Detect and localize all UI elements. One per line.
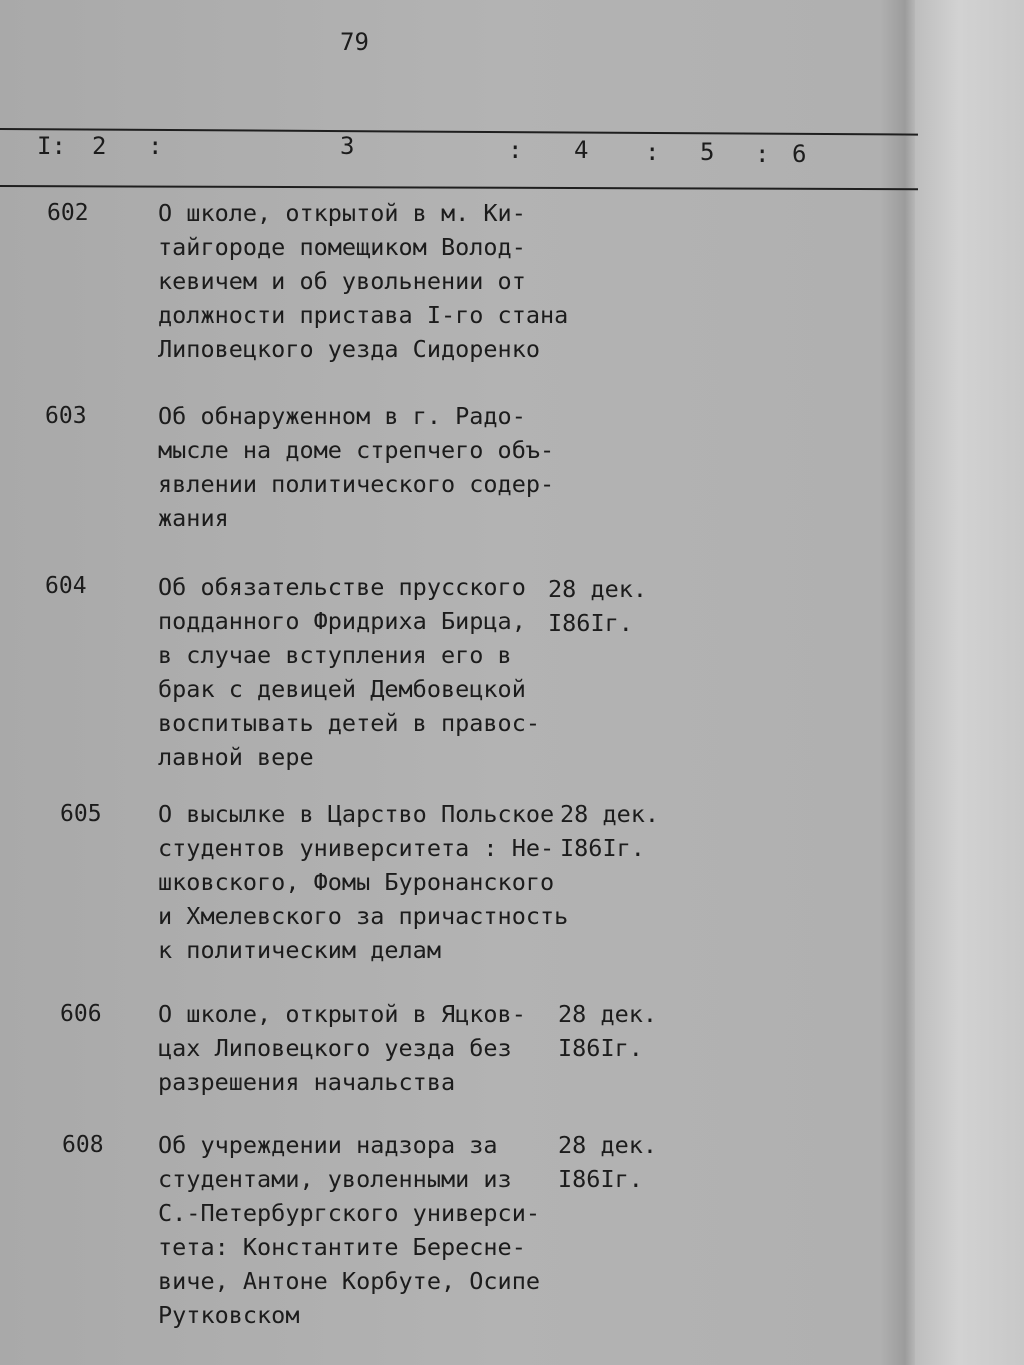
header-col-6: 6	[792, 140, 807, 168]
entry-title-line: должности пристава I-го стана	[158, 301, 569, 329]
header-col-4: 4	[574, 136, 589, 164]
entry-date	[560, 797, 659, 865]
header-bottom-rule	[0, 185, 918, 190]
entry-title	[158, 399, 554, 535]
entry-title	[158, 196, 568, 366]
entry-date-line: 28 дек.	[548, 575, 648, 603]
header-separator: :	[508, 136, 523, 164]
adjacent-page-edge	[915, 0, 1024, 1365]
entry-title-line: Об обнаруженном в г. Радо-	[158, 402, 526, 430]
entry-number: 603	[45, 403, 87, 429]
entry-title	[158, 997, 526, 1099]
entry-title-line: и Хмелевского за причастность	[158, 902, 569, 930]
entry-title-line: студентов университета : Не-	[158, 834, 555, 862]
header-separator: :	[148, 132, 163, 160]
entry-date-line: 28 дек.	[558, 1000, 658, 1028]
entry-title-line: к политическим делам	[158, 936, 441, 964]
entry-date-line: 28 дек.	[560, 800, 660, 828]
entry-title-line: виче, Антоне Корбуте, Осипе	[158, 1267, 541, 1295]
entry-title-line: тета: Константите Береснe-	[158, 1233, 526, 1261]
entry-title-line: шковского, Фомы Буронанского	[158, 868, 555, 896]
entry-date-line: I86Iг.	[558, 1034, 643, 1062]
entry-title-line: Рутковском	[158, 1301, 300, 1329]
entry-title-line: студентами, уволенными из	[158, 1165, 512, 1193]
entry-title	[158, 1128, 540, 1332]
entry-title	[158, 797, 568, 967]
entry-title-line: Об учреждении надзора за	[158, 1131, 498, 1159]
entry-title-line: кевичем и об увольнении от	[158, 267, 526, 295]
entry-title-line: О высылке в Царство Польское	[158, 800, 555, 828]
entry-number: 608	[62, 1132, 104, 1158]
entry-title	[158, 570, 540, 774]
entry-date-line: 28 дек.	[558, 1131, 658, 1159]
header-col-3: 3	[340, 132, 355, 160]
header-separator: :	[645, 138, 660, 166]
entry-title-line: подданного Фридриха Бирца,	[158, 607, 526, 635]
entry-title-line: О школе, открытой в м. Ки-	[158, 199, 526, 227]
entry-title-line: лавной вере	[158, 743, 314, 771]
entry-title-line: Об обязательстве прусского	[158, 573, 526, 601]
entry-title-line: цах Липовецкого уезда без	[158, 1034, 512, 1062]
entry-title-line: тайгороде помещиком Волод-	[158, 233, 526, 261]
header-col-1: I:	[37, 132, 66, 160]
entry-date-line: I86Iг.	[548, 609, 633, 637]
entry-number: 605	[60, 801, 102, 827]
entry-title-line: Липовецкого уезда Сидоренко	[158, 335, 541, 363]
entry-date	[558, 1128, 657, 1196]
entry-title-line: воспитывать детей в правос-	[158, 709, 541, 737]
entry-title-line: О школе, открытой в Яцков-	[158, 1000, 526, 1028]
entry-date-line: I86Iг.	[560, 834, 645, 862]
header-separator: :	[755, 140, 770, 168]
page-number: 79	[340, 28, 369, 56]
entry-number: 602	[47, 200, 89, 226]
entry-number: 606	[60, 1001, 102, 1027]
entry-number: 604	[45, 573, 87, 599]
entry-title-line: явлении политического содер-	[158, 470, 555, 498]
column-header-row	[0, 132, 918, 180]
entry-title-line: брак с девицей Дембовецкой	[158, 675, 526, 703]
header-col-5: 5	[700, 138, 715, 166]
entry-date	[548, 572, 647, 640]
entry-date	[558, 997, 657, 1065]
entry-title-line: мысле на доме стрепчего объ-	[158, 436, 555, 464]
entry-title-line: жания	[158, 504, 229, 532]
header-col-2: 2	[92, 132, 107, 160]
entry-title-line: разрешения начальства	[158, 1068, 456, 1096]
entry-title-line: С.-Петербургского универси-	[158, 1199, 541, 1227]
entry-title-line: в случае вступления его в	[158, 641, 512, 669]
entry-date-line: I86Iг.	[558, 1165, 643, 1193]
